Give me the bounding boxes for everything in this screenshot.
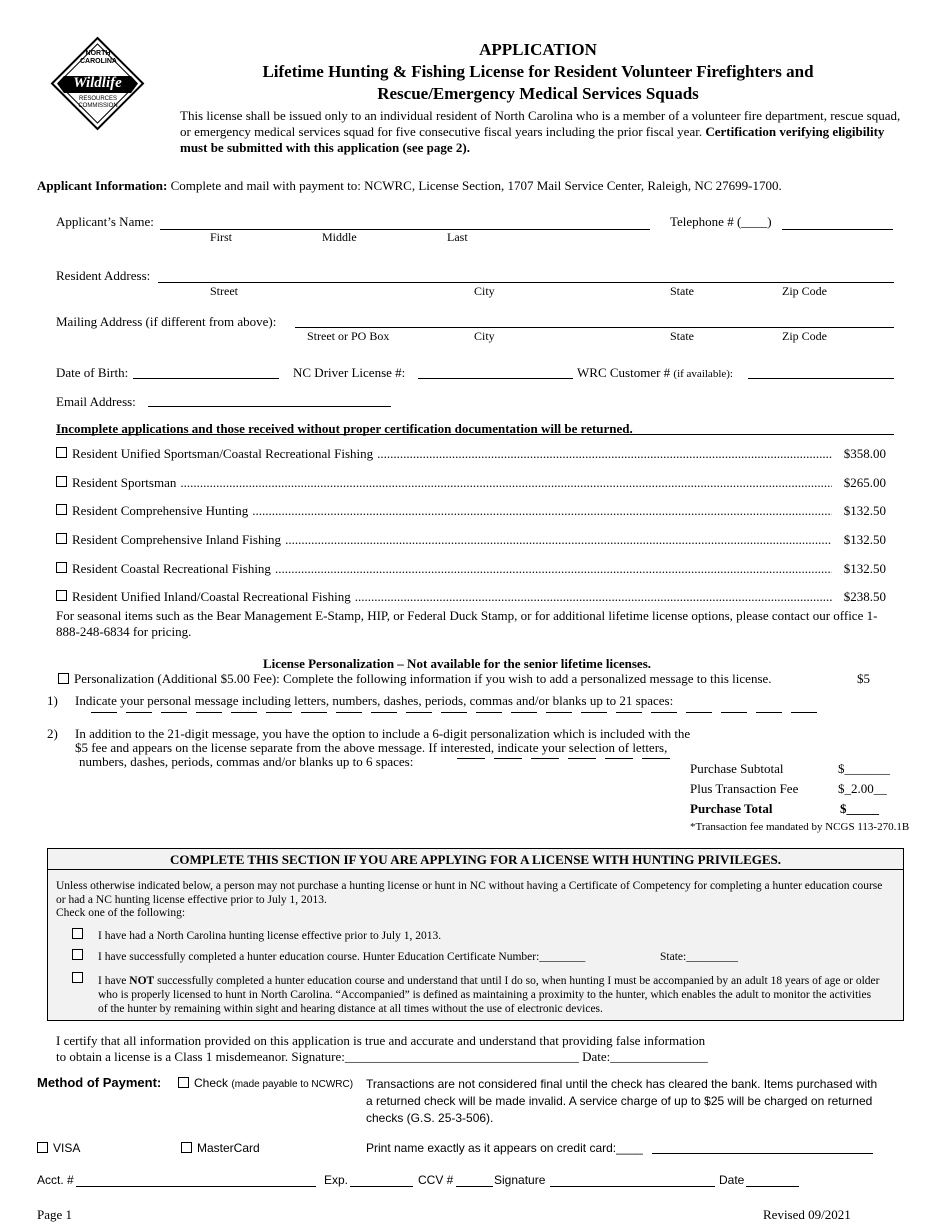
- license-option[interactable]: Resident Comprehensive Hunting ..... $132.50: [56, 503, 886, 521]
- dob-field[interactable]: [133, 378, 279, 379]
- transaction-fee-value: $_2.00__: [838, 781, 887, 796]
- page-number: Page 1: [37, 1207, 73, 1222]
- applicant-info-line: Applicant Information: Complete and mail with payment to: NCWRC, License Section, 1707 Mail Service Center, Raleigh, NC 27699-1700.: [37, 178, 782, 193]
- purchase-total-value[interactable]: $_____: [840, 801, 879, 816]
- checkbox-icon[interactable]: [56, 504, 67, 515]
- check-one-label: Check one of the following:: [56, 907, 186, 919]
- pay-visa[interactable]: VISA: [37, 1141, 80, 1155]
- hunting-intro: Unless otherwise indicated below, a person may not purchase a hunting license or hunt in NC without having a Certificate of Competency for completing a hunter education course or had a NC hunting license effective prior to July 1, 2013.: [56, 880, 883, 906]
- name-first-caption: First: [210, 230, 233, 244]
- resident-address-field[interactable]: [158, 282, 894, 283]
- item-2-text-c: numbers, dashes, periods, commas and/or blanks up to 6 spaces:: [79, 754, 414, 769]
- card-signature-field[interactable]: [550, 1186, 715, 1187]
- item-1-text: Indicate your personal message including letters, numbers, dashes, periods, commas and/or blanks up to 21 spaces:: [75, 693, 674, 708]
- pay-by-check[interactable]: Check (made payable to NCWRC): [178, 1076, 353, 1090]
- applicant-name-field[interactable]: [160, 229, 650, 230]
- email-field[interactable]: [148, 406, 391, 407]
- driver-license-field[interactable]: [418, 378, 573, 379]
- ccv-field[interactable]: [456, 1186, 493, 1187]
- item-2-number: 2): [47, 726, 58, 741]
- checkbox-icon[interactable]: [56, 476, 67, 487]
- hunting-option-1: I have had a North Carolina hunting license effective prior to July 1, 2013.: [98, 930, 442, 942]
- seasonal-note: For seasonal items such as the Bear Management E-Stamp, HIP, or Federal Duck Stamp, or for additional lifetime license options, please contact our office 1-888-248-6834 for pricing.: [56, 608, 878, 639]
- resident-zip-caption: Zip Code: [782, 284, 827, 298]
- license-option[interactable]: Resident Sportsman ..... $265.00: [56, 475, 886, 493]
- applicant-name-label: Applicant’s Name:: [56, 214, 154, 229]
- resident-city-caption: City: [474, 284, 495, 298]
- resident-street-caption: Street: [210, 284, 238, 298]
- wrc-customer-field[interactable]: [748, 378, 894, 379]
- wrc-customer-label: WRC Customer # (if available):: [577, 365, 733, 380]
- license-option[interactable]: Resident Comprehensive Inland Fishing ..... $132.50: [56, 532, 886, 550]
- page-subtitle-1: Lifetime Hunting & Fishing License for Resident Volunteer Firefighters and: [262, 62, 814, 81]
- license-option[interactable]: Resident Unified Sportsman/Coastal Recreational Fishing ..... $358.00: [56, 446, 886, 464]
- pay-mastercard[interactable]: MasterCard: [181, 1141, 260, 1155]
- card-signature-label: Signature: [494, 1173, 546, 1187]
- checkbox-icon[interactable]: [178, 1077, 189, 1088]
- subtotal-value[interactable]: $_______: [838, 761, 890, 776]
- checkbox-icon[interactable]: [37, 1142, 48, 1153]
- name-middle-caption: Middle: [322, 230, 357, 244]
- warning-rule: [56, 434, 894, 435]
- page-subtitle-2: Rescue/Emergency Medical Services Squads: [377, 84, 699, 103]
- resident-state-caption: State: [670, 284, 694, 298]
- hunting-option-2: I have successfully completed a hunter education course. Hunter Education Certificate Number:________: [98, 951, 586, 963]
- mailing-address-label: Mailing Address (if different from above):: [56, 314, 277, 329]
- dob-label: Date of Birth:: [56, 365, 129, 380]
- incomplete-warning: Incomplete applications and those received without proper certification documentation will be returned.: [56, 421, 633, 436]
- checkbox-icon[interactable]: [56, 533, 67, 544]
- hunting-heading: COMPLETE THIS SECTION IF YOU ARE APPLYING FOR A LICENSE WITH HUNTING PRIVILEGES.: [48, 849, 903, 870]
- revision-date: Revised 09/2021: [763, 1207, 851, 1222]
- checkbox-icon[interactable]: [56, 447, 67, 458]
- purchase-total-label: Purchase Total: [690, 801, 773, 816]
- subtotal-label: Purchase Subtotal: [690, 761, 784, 776]
- checkbox-icon[interactable]: [72, 928, 83, 939]
- transaction-fee-label: Plus Transaction Fee: [690, 781, 799, 796]
- hunting-option-3: I have NOT successfully completed a hunter education course and understand that until I do so, when hunting I must be accompanied by an adult 18 years of age or older who is properly licensed to hunt in North Carolina. “Accompanied” is defined as maintaining a proximity to the hunter, which enables the adult to monitor the activities of the hunter by remaining within sight and hearing distance at all times without the use of electronic devices.: [98, 975, 880, 1015]
- item-1-number: 1): [47, 693, 58, 708]
- acct-label: Acct. #: [37, 1173, 74, 1187]
- checkbox-icon[interactable]: [56, 562, 67, 573]
- checkbox-icon[interactable]: [56, 590, 67, 601]
- print-name-label: Print name exactly as it appears on credit card:____: [366, 1141, 643, 1155]
- message-6-blanks[interactable]: [457, 758, 679, 759]
- certify-line-1: I certify that all information provided on this application is true and accurate and understand that providing false information: [56, 1033, 706, 1048]
- checkbox-icon[interactable]: [72, 949, 83, 960]
- hunting-section: [47, 848, 904, 1021]
- checkbox-icon[interactable]: [72, 972, 83, 983]
- mailing-street-caption: Street or PO Box: [307, 329, 390, 343]
- logo-bottom-text: RESOURCES COMMISSION: [78, 96, 118, 109]
- item-2-text-a: In addition to the 21-digit message, you have the option to include a 6-digit personalization which is included with the: [75, 726, 691, 741]
- email-label: Email Address:: [56, 394, 136, 409]
- telephone-label: Telephone # (____): [670, 214, 772, 229]
- mailing-address-field[interactable]: [295, 327, 894, 328]
- check-terms: Transactions are not considered final until the check has cleared the bank. Items purchased with a returned check will be made invalid. A service charge of up to $25 will be charged on returned checks (G.S. 25-3-506).: [366, 1077, 878, 1125]
- personalization-fee: $5: [857, 671, 870, 686]
- hunting-option-2-state: State:_________: [660, 951, 738, 963]
- name-last-caption: Last: [447, 230, 468, 244]
- acct-field[interactable]: [76, 1186, 316, 1187]
- card-date-label: Date: [719, 1173, 745, 1187]
- message-21-blanks[interactable]: [91, 712, 826, 713]
- ccv-label: CCV #: [418, 1173, 454, 1187]
- personalization-heading: License Personalization – Not available for the senior lifetime licenses.: [262, 656, 651, 671]
- logo-script-text: Wildlife: [73, 75, 122, 91]
- page-title: APPLICATION: [479, 40, 597, 59]
- print-name-field[interactable]: [652, 1153, 873, 1154]
- resident-address-label: Resident Address:: [56, 268, 151, 283]
- payment-heading: Method of Payment:: [37, 1075, 162, 1090]
- intro-paragraph: This license shall be issued only to an individual resident of North Carolina who is a member of a volunteer fire department, rescue squad, or emergency medical services squad for five consecutive fiscal years including the prior fiscal year. Certification verifying eligibility must be submitted with this application (see page 2).: [180, 108, 901, 155]
- exp-label: Exp.: [324, 1173, 349, 1187]
- driver-license-label: NC Driver License #:: [293, 365, 406, 380]
- certify-line-2[interactable]: to obtain a license is a Class 1 misdemeanor. Signature:____________________________________ Date:_______________: [56, 1049, 708, 1064]
- mailing-city-caption: City: [474, 329, 495, 343]
- transaction-fee-note: *Transaction fee mandated by NCGS 113-270.1B: [690, 821, 910, 833]
- mailing-state-caption: State: [670, 329, 694, 343]
- personalization-option[interactable]: Personalization (Additional $5.00 Fee): Complete the following information if you wish to add a personalized message to this license.: [58, 671, 772, 687]
- exp-field[interactable]: [350, 1186, 413, 1187]
- mailing-zip-caption: Zip Code: [782, 329, 827, 343]
- license-option[interactable]: Resident Coastal Recreational Fishing ..... $132.50: [56, 561, 886, 579]
- logo-top-text: NORTH CAROLINA: [80, 50, 117, 65]
- license-option[interactable]: Resident Unified Inland/Coastal Recreational Fishing ..... $238.50: [56, 589, 886, 607]
- checkbox-icon[interactable]: [181, 1142, 192, 1153]
- card-date-field[interactable]: [746, 1186, 799, 1187]
- checkbox-icon[interactable]: [58, 673, 69, 684]
- item-2-text-b: $5 fee and appears on the license separate from the above message. If interested, indicate your selection of letters,: [75, 740, 668, 755]
- telephone-field[interactable]: [782, 229, 893, 230]
